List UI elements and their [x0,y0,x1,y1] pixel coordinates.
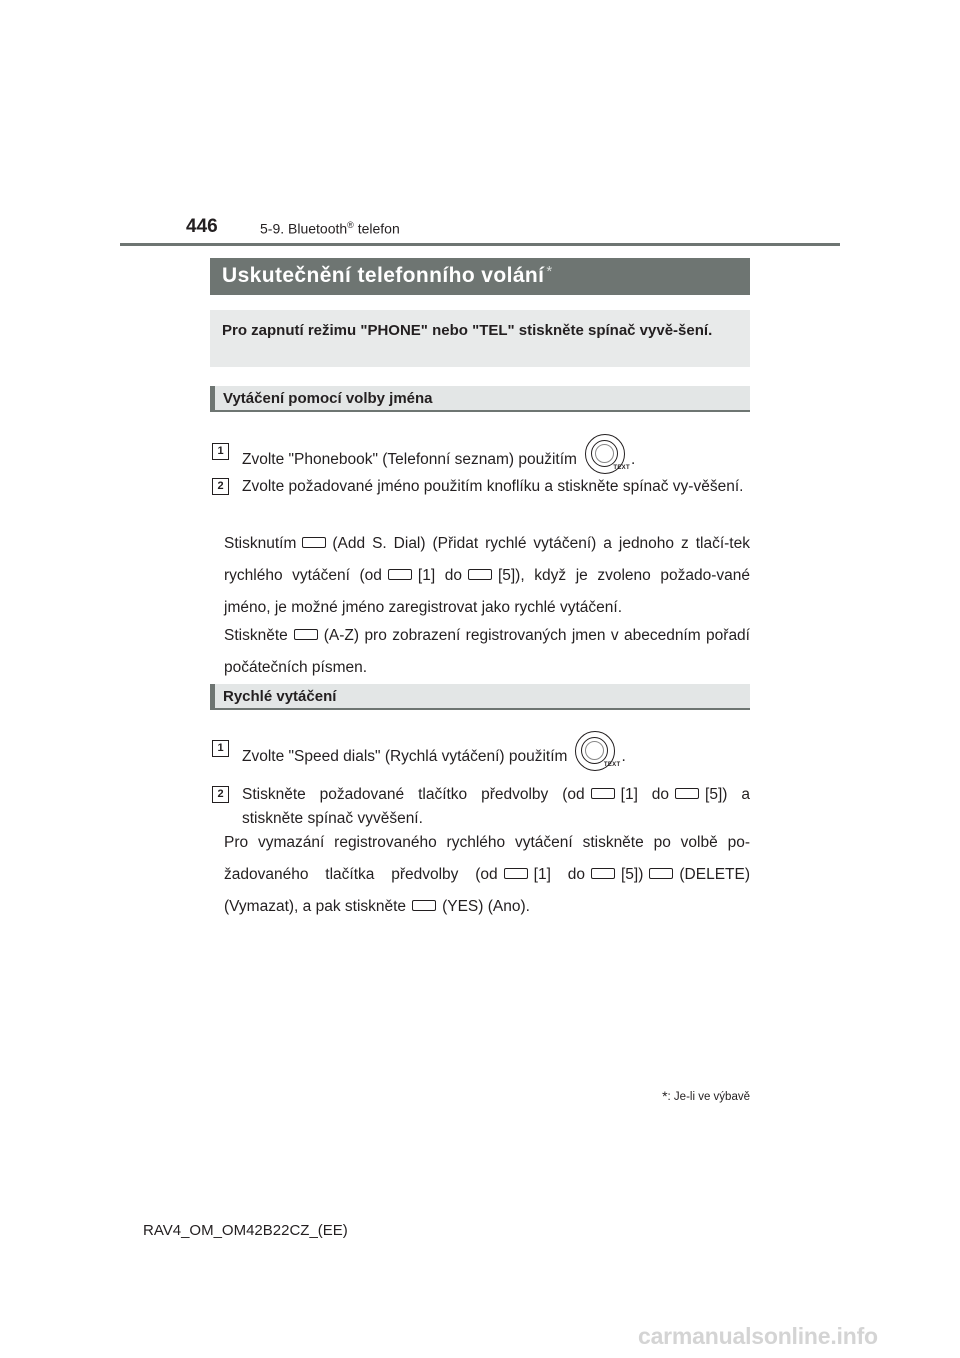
asterisk-icon: * [662,1088,668,1104]
screen-button-icon [302,537,326,548]
header-rule [120,243,840,246]
section-heading-name-dial: Vytáčení pomocí volby jména [210,386,750,412]
screen-button-icon [591,868,615,879]
watermark: carmanualsonline.info [638,1323,878,1349]
step-number: 1 [212,443,229,460]
section-label: 5-9. Bluetooth® telefon [260,220,400,237]
screen-button-icon [591,788,615,799]
step-1: 1 Zvolte "Speed dials" (Rychlá vytáčení) použitím TEXT . [212,737,750,777]
step-number: 2 [212,478,229,495]
step-number: 2 [212,786,229,803]
paragraph-speed-dial-register: Stisknutím (Add S. Dial) (Přidat rychlé vytáčení) a jednoho z tlačí-tek rychlého vytáčení (od [1] do [5]), když je zvoleno požado-vané jméno, je možné jméno zaregistrovat jako rychlé vytáčení. [224,535,750,616]
screen-button-icon [675,788,699,799]
screen-button-icon [412,900,436,911]
screen-button-icon [649,868,673,879]
asterisk-icon: * [546,263,553,280]
screen-button-icon [504,868,528,879]
paragraph-a-z: Stiskněte (A-Z) pro zobrazení registrovaných jmen v abecedním pořadí počátečních písmen. [224,627,750,676]
tune-knob-icon: TEXT [585,434,625,474]
step-2: 2 Zvolte požadované jméno použitím knoflíku a stiskněte spínač vy-věšení. [212,475,750,499]
document-code: RAV4_OM_OM42B22CZ_(EE) [143,1222,348,1239]
screen-button-icon [388,569,412,580]
page-number: 446 [186,216,218,237]
tune-knob-icon: TEXT [575,731,615,771]
page-title: Uskutečnění telefonního volání * [210,258,750,295]
step-1: 1 Zvolte "Phonebook" (Telefonní seznam) použitím TEXT . [212,440,750,480]
step-number: 1 [212,740,229,757]
screen-button-icon [294,629,318,640]
section-heading-speed-dial: Rychlé vytáčení [210,684,750,710]
footnote: *: Je-li ve výbavě [662,1088,750,1104]
paragraph-delete-speed-dial: Pro vymazání registrovaného rychlého vytáčení stiskněte po volbě po-žadovaného tlačítka předvolby (od [1] do [5]) (DELETE) (Vymazat), a pak stiskněte (YES) (Ano). [224,834,750,915]
screen-button-icon [468,569,492,580]
intro-box: Pro zapnutí režimu "PHONE" nebo "TEL" stiskněte spínač vyvě-šení. [210,310,750,367]
step-2: 2 Stiskněte požadované tlačítko předvolby (od [1] do [5]) a stiskněte spínač vyvěšení. [212,783,750,831]
